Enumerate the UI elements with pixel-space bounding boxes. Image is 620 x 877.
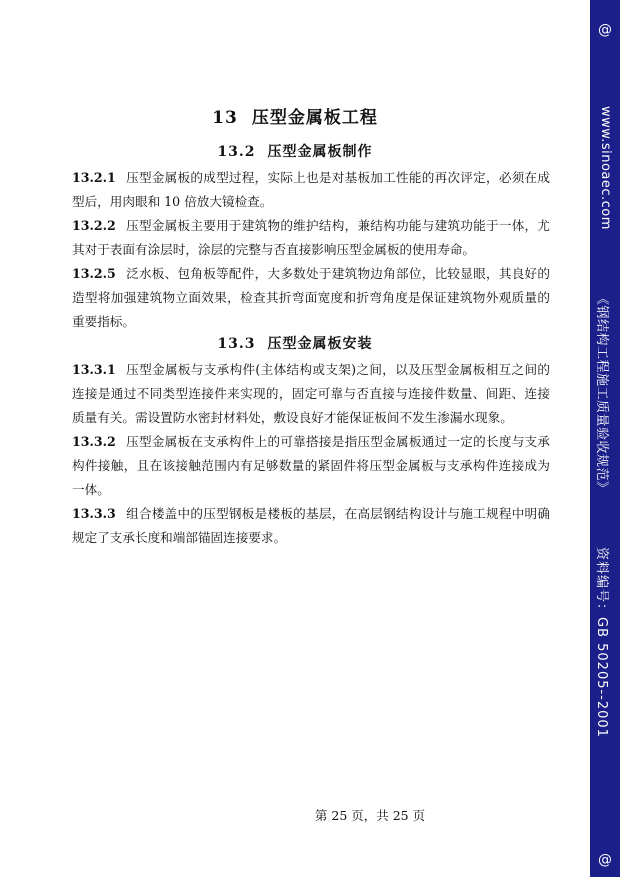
sidebar-banner — [590, 0, 620, 877]
chapter-number: 13 — [212, 108, 238, 128]
sidebar-document-code: 资料编号：GB 50205--2001 — [594, 547, 609, 738]
clause-paragraph — [72, 166, 550, 214]
section-title: 压型金属板制作 — [267, 144, 373, 160]
clause-paragraph — [72, 358, 550, 430]
clause-paragraph — [72, 502, 550, 550]
clause-text: 压型金属板主要用于建筑物的维护结构，兼结构功能与建筑功能于一体，尤其对于表面有涂层时，涂层的完整与否直接影响压型金属板的使用寿命。 — [72, 218, 550, 257]
section-heading — [0, 141, 590, 161]
clause-paragraph — [72, 214, 550, 262]
clause-text: 压型金属板与支承构件(主体结构或支架)之间，以及压型金属板相互之间的连接是通过不同类型连接件来实现的，固定可靠与否直接与连接件数量、间距、连接质量有关。需设置防水密封材料处，敷设良好才能保证板间不发生渗漏水现象。 — [72, 362, 550, 425]
clause-number: 13.2.5 — [72, 266, 116, 281]
sidebar-book-title: 《钢结构工程施工质量验收规范》 — [594, 292, 609, 495]
section-heading — [0, 333, 590, 353]
clause-number: 13.2.1 — [72, 170, 116, 185]
at-symbol-bottom: @ — [598, 852, 612, 868]
page-number: 第 25 页，共 25 页 — [314, 808, 426, 823]
clause-text: 泛水板、包角板等配件，大多数处于建筑物边角部位，比较显眼，其良好的造型将加强建筑物立面效果，检查其折弯面宽度和折弯角度是保证建筑物外观质量的重要指标。 — [72, 266, 550, 329]
clause-paragraph — [72, 262, 550, 334]
chapter-title-text: 压型金属板工程 — [251, 108, 378, 128]
section-number: 13.2 — [217, 144, 256, 160]
clause-text: 组合楼盖中的压型钢板是楼板的基层，在高层钢结构设计与施工规程中明确规定了支承长度和端部锚固连接要求。 — [72, 506, 550, 545]
page-footer — [0, 806, 590, 824]
clause-text: 压型金属板在支承构件上的可靠搭接是指压型金属板通过一定的长度与支承构件接触，且在该接触范围内有足够数量的紧固件将压型金属板与支承构件连接成为一体。 — [72, 434, 550, 497]
clause-number: 13.3.3 — [72, 506, 116, 521]
sidebar-url[interactable]: www.sinoaec.com — [598, 106, 613, 230]
clause-number: 13.3.2 — [72, 434, 116, 449]
clause-paragraph — [72, 430, 550, 502]
chapter-title — [0, 103, 590, 128]
at-symbol-top: @ — [598, 22, 612, 38]
clause-text: 压型金属板的成型过程，实际上也是对基板加工性能的再次评定，必须在成型后，用肉眼和 10 倍放大镜检查。 — [72, 170, 550, 209]
section-title: 压型金属板安装 — [267, 336, 373, 352]
clause-number: 13.2.2 — [72, 218, 116, 233]
section-number: 13.3 — [217, 336, 256, 352]
clause-number: 13.3.1 — [72, 362, 116, 377]
